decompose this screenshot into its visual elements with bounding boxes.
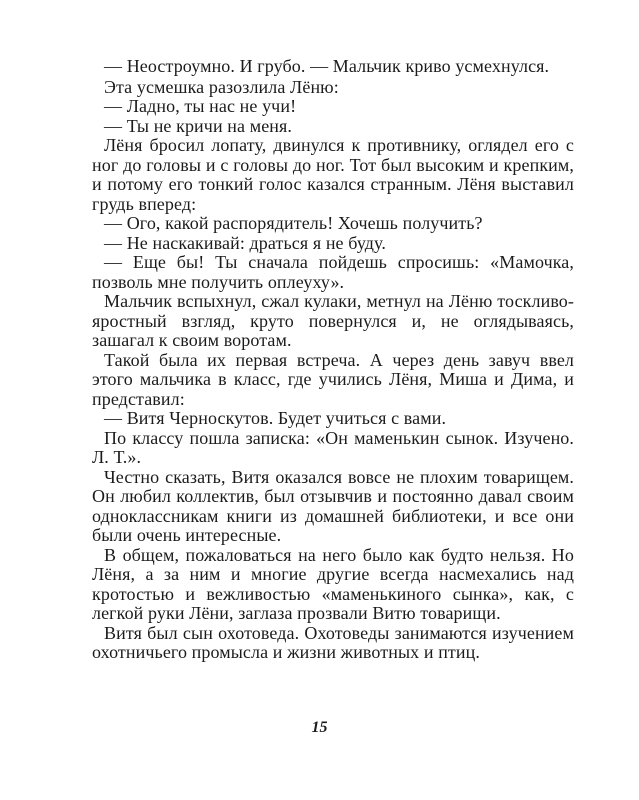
paragraph: Лёня бросил лопату, двинулся к противнику, оглядел его с ног до головы и с головы до ног. Тот был высоким и крепким, и потому его тонкий голос казался странным. Лёня выставил грудь вперед:: [92, 135, 574, 214]
paragraph: Такой была их первая встреча. А через день завуч ввел этого мальчика в класс, где учились Лёня, Миша и Дима, и представил:: [92, 349, 574, 409]
paragraph: — Ладно, ты нас не учи!: [104, 96, 297, 116]
paragraph: — Не наскакивай: драться я не буду.: [104, 232, 386, 253]
paragraph: В общем, пожаловаться на него было как будто нельзя. Но Лёня, а за ним и многие другие всегда насмехались над кротостью и вежливостью «маменькиного сынка», как, с легкой руки Лёни, заглаза прозвали Витю товарищи.: [92, 544, 574, 623]
paragraph: — Ого, какой распорядитель! Хочешь получить?: [104, 213, 483, 233]
page-number: 15: [311, 719, 328, 736]
paragraph: Эта усмешка разозлила Лёню:: [104, 76, 339, 97]
paragraph: Витя был сын охотоведа. Охотоведы занимаются изучением охотничьего промысла и жизни животных и птиц.: [92, 622, 574, 662]
paragraph: — Еще бы! Ты сначала пойдешь спросишь: «Мамочка, позволь мне получить оплеуху».: [92, 252, 574, 292]
paragraph: — Витя Черноскутов. Будет учиться с вами.: [104, 408, 447, 428]
page-body-text: [92, 57, 574, 663]
paragraph: — Ты не кричи на меня.: [104, 115, 292, 136]
paragraph: Мальчик вспыхнул, сжал кулаки, метнул на Лёню тоскливо-яростный взгляд, круто повернулся и, не оглядываясь, зашагал к своим воротам.: [92, 291, 574, 350]
paragraph: По классу пошла записка: «Он маменькин сынок. Изучено. Л. Т.».: [92, 427, 574, 467]
paragraph: — Неостроумно. И грубо. — Мальчик криво усмехнулся.: [104, 56, 550, 76]
paragraph: Честно сказать, Витя оказался вовсе не плохим товарищем. Он любил коллектив, был отзывчив и постоянно давал своим одноклассникам книги из домашней библиотеки, и все они были очень интересные.: [92, 466, 574, 545]
